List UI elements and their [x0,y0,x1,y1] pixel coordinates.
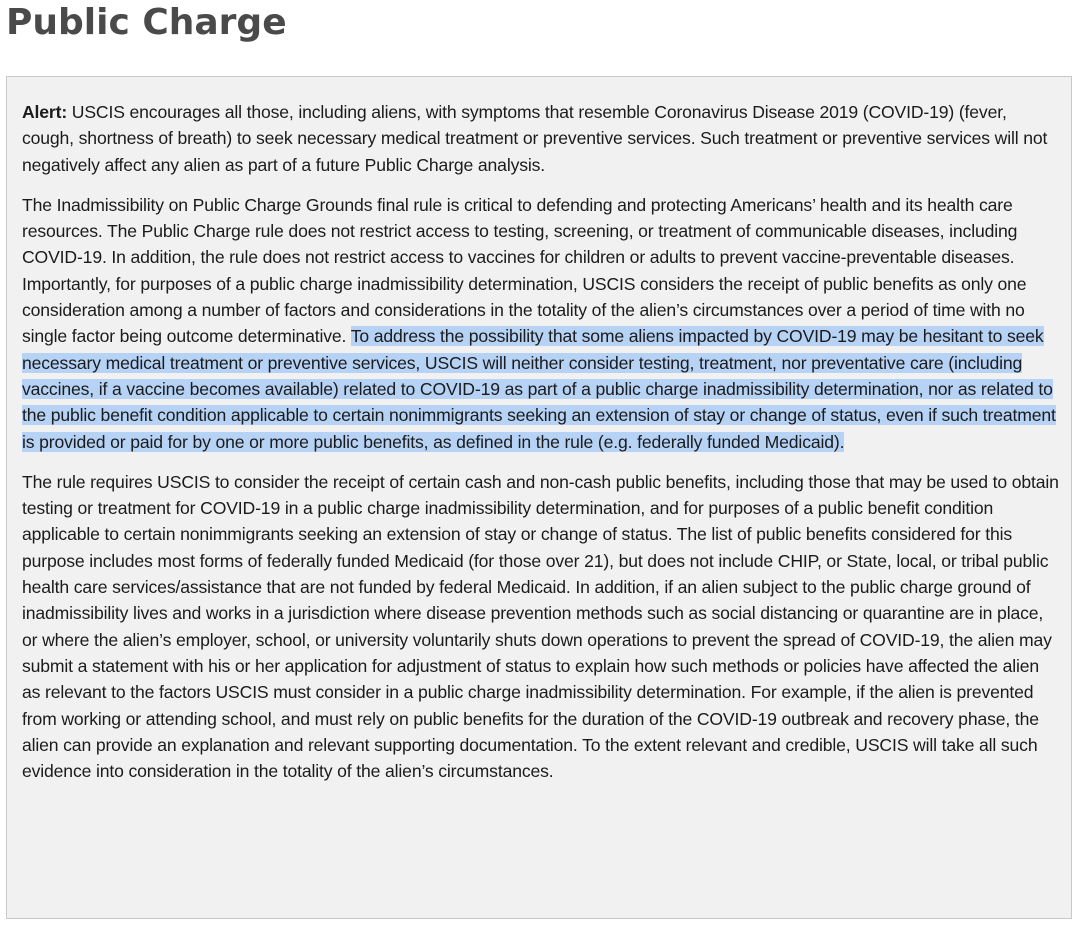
alert-label: Alert: [22,102,68,122]
alert-paragraph [22,99,1059,178]
rule-paragraph [22,192,1059,455]
rule-paragraph-text: The Inadmissibility on Public Charge Grounds final rule is critical to defending and protecting Americans’ health and its health care resources. The Public Charge rule does not restrict access to testing, screening, or treatment of communicable diseases, including COVID-19. In addition, the rule does not restrict access to vaccines for children or adults to prevent vaccine-preventable diseases. Importantly, for purposes of a public charge inadmissibility determination, USCIS considers the receipt of public benefits as only one consideration among a number of factors and considerations in the totality of the alien’s circumstances over a period of time with no single factor being outcome determinative. [22,194,1027,347]
alert-text: USCIS encourages all those, including aliens, with symptoms that resemble Coronavirus Disease 2019 (COVID-19) (fever, cough, shortness of breath) to seek necessary medical treatment or preventive services. Such treatment or preventive services will not negatively affect any alien as part of a future Public Charge analysis. [22,102,1048,175]
alert-box [6,76,1072,919]
page-title: Public Charge [6,2,287,43]
benefits-paragraph: The rule requires USCIS to consider the receipt of certain cash and non-cash public benefits, including those that may be used to obtain testing or treatment for COVID-19 in a public charge inadmissibility determination, and for purposes of a public benefit condition applicable to certain nonimmigrants seeking an extension of stay or change of status. The list of public benefits considered for this purpose includes most forms of federally funded Medicaid (for those over 21), but does not include CHIP, or State, local, or tribal public health care services/assistance that are not funded by federal Medicaid. In addition, if an alien subject to the public charge ground of inadmissibility lives and works in a jurisdiction where disease prevention methods such as social distancing or quarantine are in place, or where the alien’s employer, school, or university voluntarily shuts down operations to prevent the spread of COVID-19, the alien may submit a statement with his or her application for adjustment of status to explain how such methods or policies have affected the alien as relevant to the factors USCIS must consider in a public charge inadmissibility determination. For example, if the alien is prevented from working or attending school, and must rely on public benefits for the duration of the COVID-19 outbreak and recovery phase, the alien can provide an explanation and relevant supporting documentation. To the extent relevant and credible, USCIS will take all such evidence into consideration in the totality of the alien’s circumstances. [22,471,1059,782]
selected-text-highlight[interactable]: To address the possibility that some aliens impacted by COVID-19 may be hesitant to seek necessary medical treatment or preventive services, USCIS will neither consider testing, treatment, nor preventative care (including vaccines, if a vaccine becomes available) related to COVID-19 as part of a public charge inadmissibility determination, nor as related to the public benefit condition applicable to certain nonimmigrants seeking an extension of stay or change of status, even if such treatment is provided or paid for by one or more public benefits, as defined in the rule (e.g. federally funded Medicaid). [22,326,1056,452]
